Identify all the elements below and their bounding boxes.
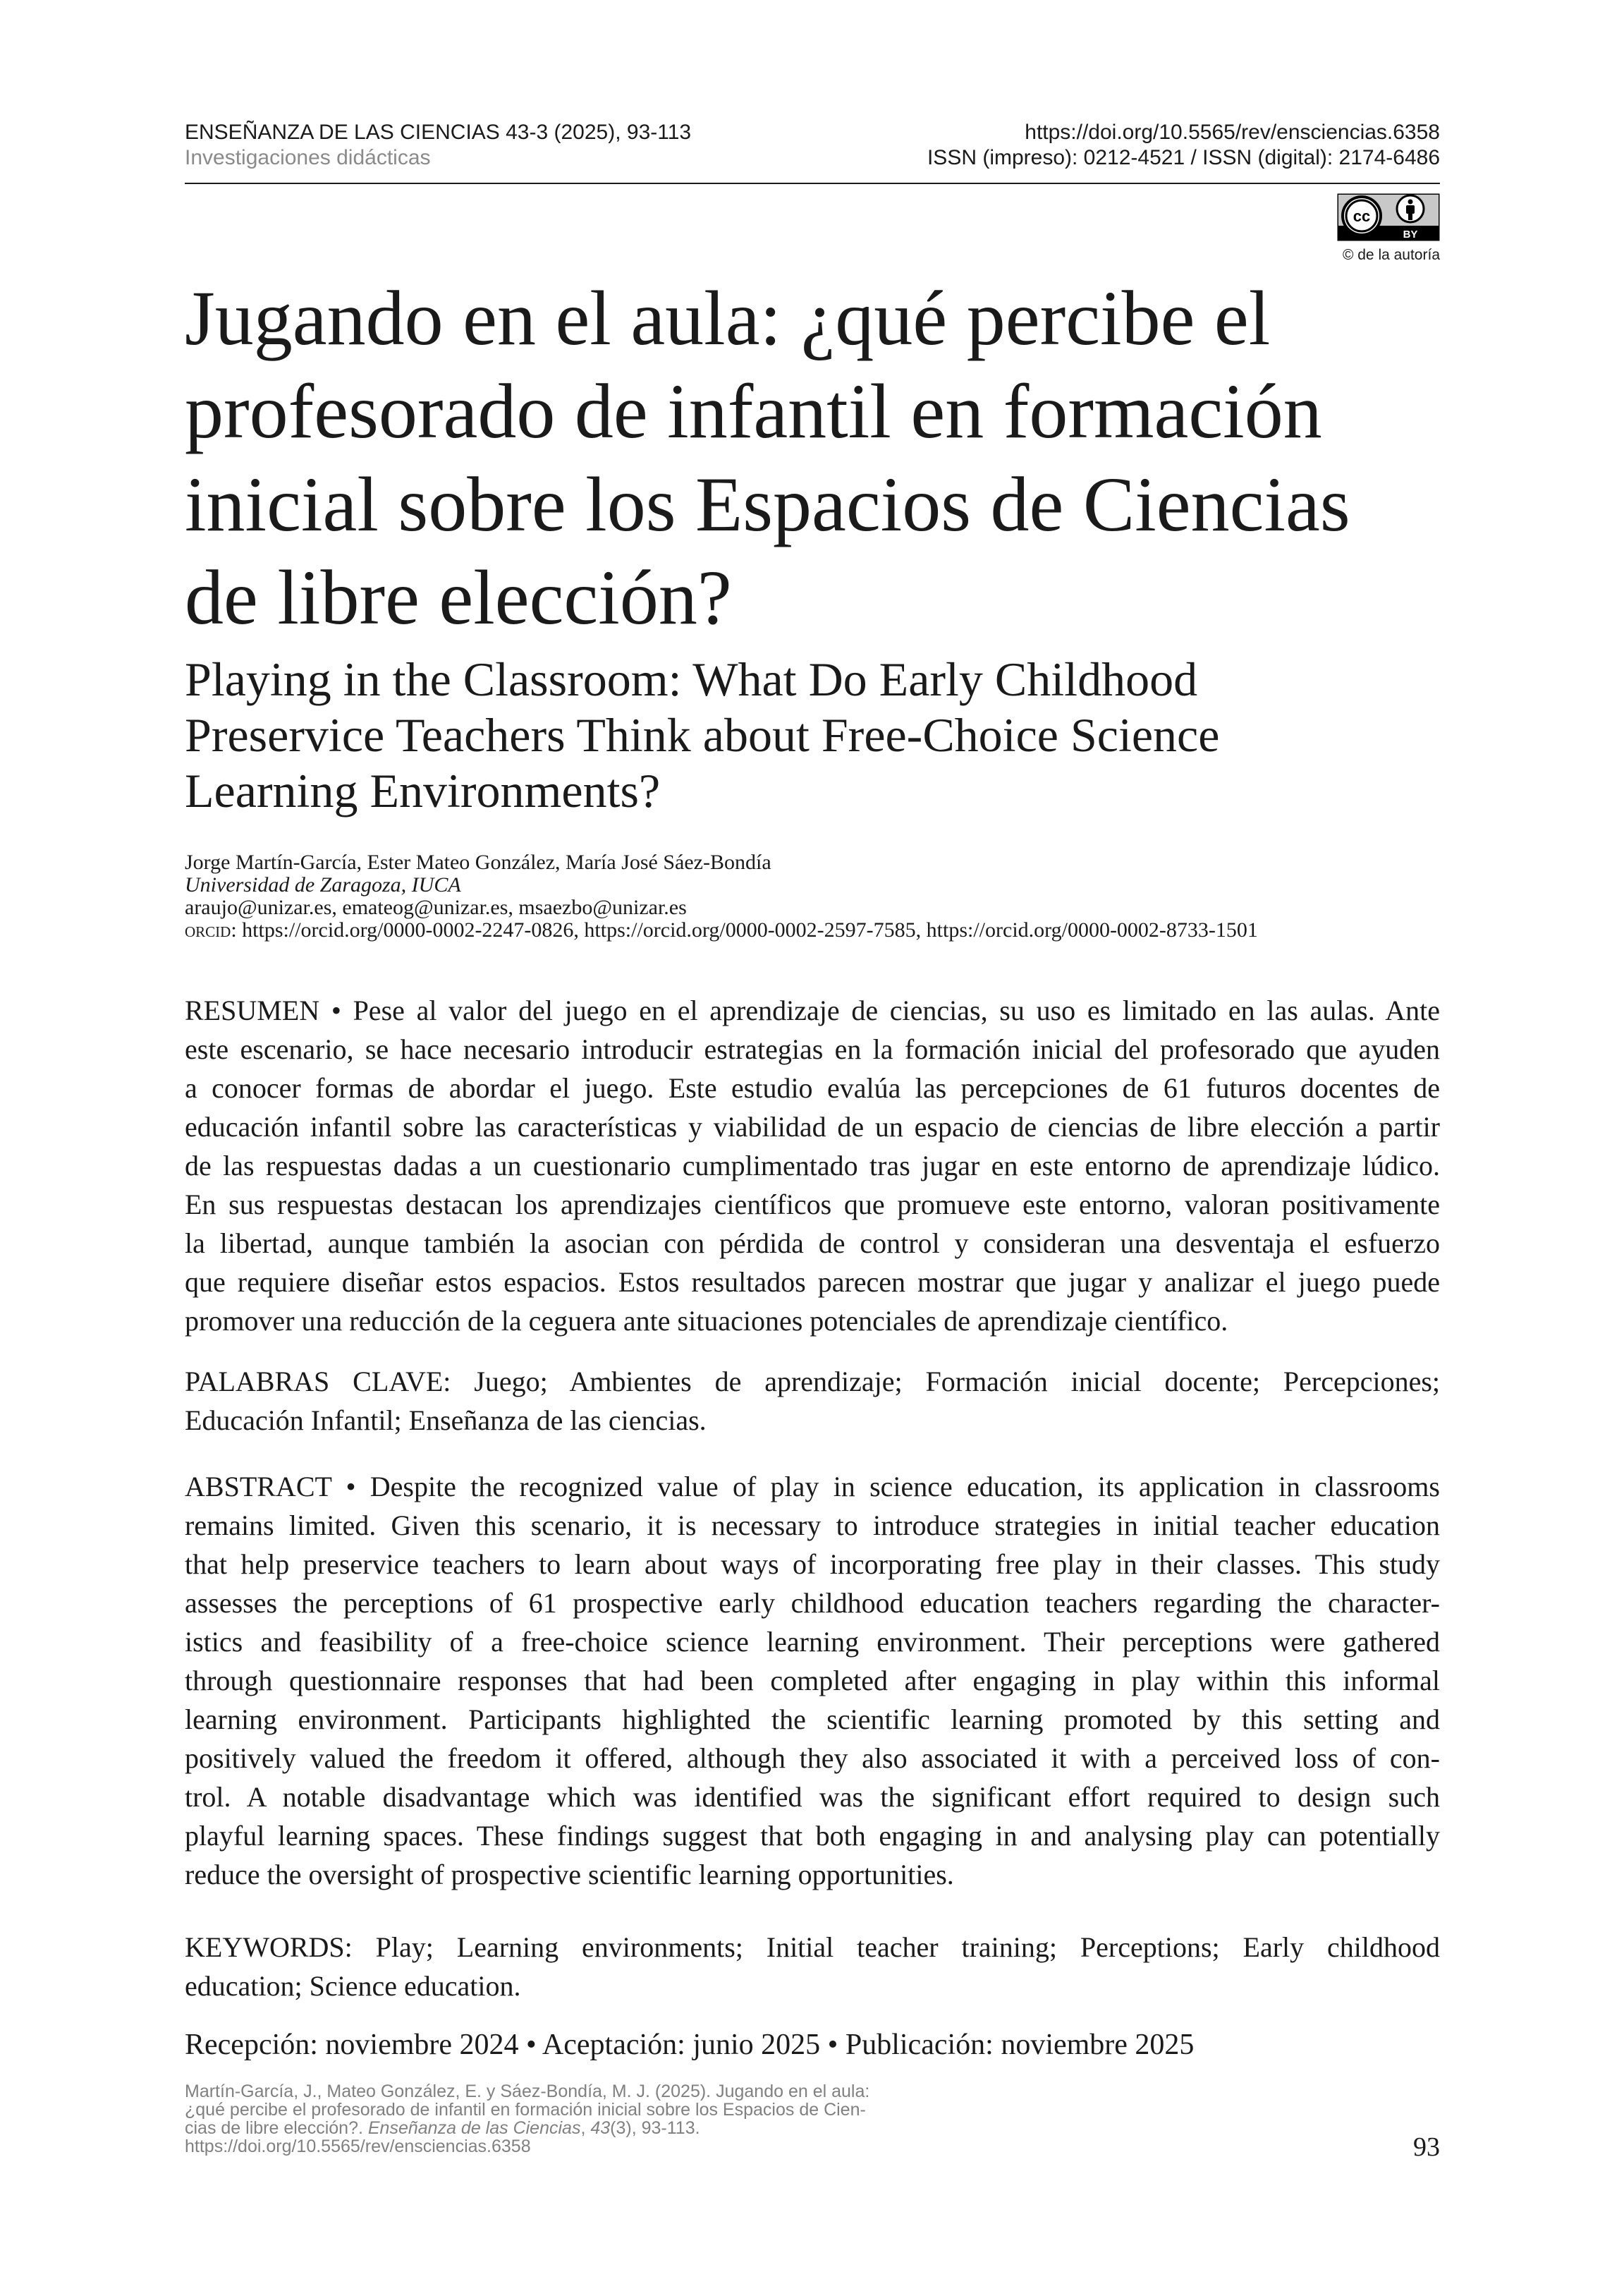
orcid-label: orcid [185, 918, 231, 942]
page-number: 93 [1413, 2132, 1440, 2162]
resumen-paragraph [185, 991, 1440, 1340]
journal-name: ENSEÑANZA DE LAS CIENCIAS 43-3 (2025), 93-113 [185, 121, 692, 144]
article-title [185, 272, 1454, 644]
abstract-line: reduce the oversight of prospective scientific learning opportunities. [185, 1859, 954, 1890]
svg-text:BY: BY [1403, 229, 1418, 241]
keywords-paragraph [185, 1928, 1440, 2005]
resumen-line: En sus respuestas destacan los aprendizajes científicos que promueve este entorno, valoran positivamente [185, 1189, 1440, 1220]
abstract-line: remains limited. Given this scenario, it is necessary to introduce strategies in initial teacher education [185, 1509, 1440, 1541]
resumen-line: que requiere diseñar estos espacios. Estos resultados parecen mostrar que jugar y analizar el juego puede [185, 1266, 1440, 1298]
citation-text: cias de libre elección?. [185, 2118, 368, 2138]
title-line: Jugando en el aula: ¿qué percibe el [185, 275, 1271, 361]
header-doi-link[interactable]: https://doi.org/10.5565/rev/ensciencias.6358 [1025, 121, 1440, 144]
header-divider [185, 183, 1440, 184]
citation-block [185, 2082, 869, 2156]
citation-line [185, 2119, 869, 2137]
abstract-line: through questionnaire responses that had been completed after engaging in play within this informal [185, 1665, 1440, 1696]
header-issn: ISSN (impreso): 0212-4521 / ISSN (digital): 2174-6486 [927, 146, 1440, 169]
abstract-line: learning environment. Participants highlighted the scientific learning promoted by this setting and [185, 1703, 1440, 1735]
author-block [185, 851, 1258, 942]
citation-text: (3), 93-113. [610, 2118, 700, 2138]
journal-section: Investigaciones didácticas [185, 146, 431, 169]
abstract-line: positively valued the freedom it offered, although they also associated it with a perceived loss of con- [185, 1742, 1440, 1774]
cc-by-icon[interactable] [1337, 193, 1440, 241]
citation-text: , [580, 2118, 591, 2138]
resumen-line: a conocer formas de abordar el juego. Este estudio evalúa las percepciones de 61 futuros docentes de [185, 1072, 1440, 1104]
citation-doi-link[interactable]: https://doi.org/10.5565/rev/ensciencias.6358 [185, 2137, 531, 2156]
subtitle-line: Playing in the Classroom: What Do Early Childhood [185, 652, 1198, 706]
resumen-line: RESUMEN • Pese al valor del juego en el aprendizaje de ciencias, su uso es limitado en las aulas. Ante [185, 995, 1440, 1026]
resumen-line: este escenario, se hace necesario introducir estrategias en la formación inicial del profesorado que ayuden [185, 1033, 1440, 1065]
abstract-line: trol. A notable disadvantage which was identified was the significant effort required to design such [185, 1781, 1440, 1813]
citation-line: ¿qué percibe el profesorado de infantil en formación inicial sobre los Espacios de Cien- [185, 2100, 866, 2120]
resumen-line: promover una reducción de la ceguera ante situaciones potenciales de aprendizaje científico. [185, 1305, 1228, 1337]
resumen-line: la libertad, aunque también la asocian con pérdida de control y consideran una desventaja el esfuerzo [185, 1227, 1440, 1259]
author-names: Jorge Martín-García, Ester Mateo González, María José Sáez-Bondía [185, 851, 771, 874]
abstract-line: ABSTRACT • Despite the recognized value of play in science education, its application in classrooms [185, 1471, 1440, 1502]
keywords-line: education; Science education. [185, 1970, 521, 2002]
title-line: inicial sobre los Espacios de Ciencias [185, 461, 1350, 547]
author-affiliation: Universidad de Zaragoza, IUCA [185, 873, 461, 897]
palabras-clave-line: PALABRAS CLAVE: Juego; Ambientes de aprendizaje; Formación inicial docente; Percepciones; [185, 1366, 1440, 1397]
palabras-clave-line: Educación Infantil; Enseñanza de las ciencias. [185, 1404, 707, 1436]
abstract-line: that help preservice teachers to learn about ways of incorporating free play in their classes. This study [185, 1548, 1440, 1580]
citation-volume: 43 [590, 2118, 611, 2138]
citation-line: Martín-García, J., Mateo González, E. y Sáez-Bondía, M. J. (2025). Jugando en el aula: [185, 2082, 870, 2101]
author-orcid[interactable] [185, 919, 1258, 942]
title-line: profesorado de infantil en formación [185, 368, 1322, 454]
subtitle-line: Preservice Teachers Think about Free-Choice Science [185, 708, 1220, 762]
title-line: de libre elección? [185, 554, 732, 640]
citation-journal: Enseñanza de las Ciencias [367, 2118, 581, 2138]
subtitle-line: Learning Environments? [185, 764, 661, 818]
resumen-line: de las respuestas dadas a un cuestionario cumplimentado tras jugar en este entorno de aprendizaje lúdico. [185, 1150, 1440, 1181]
palabras-clave-paragraph [185, 1362, 1440, 1440]
orcid-links[interactable]: : https://orcid.org/0000-0002-2247-0826, https://orcid.org/0000-0002-2597-7585, https://orcid.org/0000-0002-8733-1501 [231, 918, 1258, 942]
abstract-line: playful learning spaces. These findings suggest that both engaging in and analysing play can potentially [185, 1820, 1440, 1852]
article-subtitle-english [185, 652, 1454, 819]
publication-dates: Recepción: noviembre 2024 • Aceptación: junio 2025 • Publicación: noviembre 2025 [185, 2029, 1195, 2061]
svg-text:cc: cc [1353, 207, 1371, 225]
resumen-line: educación infantil sobre las características y viabilidad de un espacio de ciencias de libre elección a partir [185, 1111, 1440, 1143]
abstract-line: assesses the perceptions of 61 prospective early childhood education teachers regarding the character- [185, 1587, 1440, 1619]
author-emails[interactable]: araujo@unizar.es, emateog@unizar.es, msaezbo@unizar.es [185, 896, 687, 919]
abstract-paragraph [185, 1467, 1440, 1894]
abstract-line: istics and feasibility of a free-choice science learning environment. Their perceptions were gathered [185, 1626, 1440, 1658]
copyright-note: © de la autoría [1342, 247, 1440, 263]
keywords-line: KEYWORDS: Play; Learning environments; Initial teacher training; Perceptions; Early childhood [185, 1931, 1440, 1963]
